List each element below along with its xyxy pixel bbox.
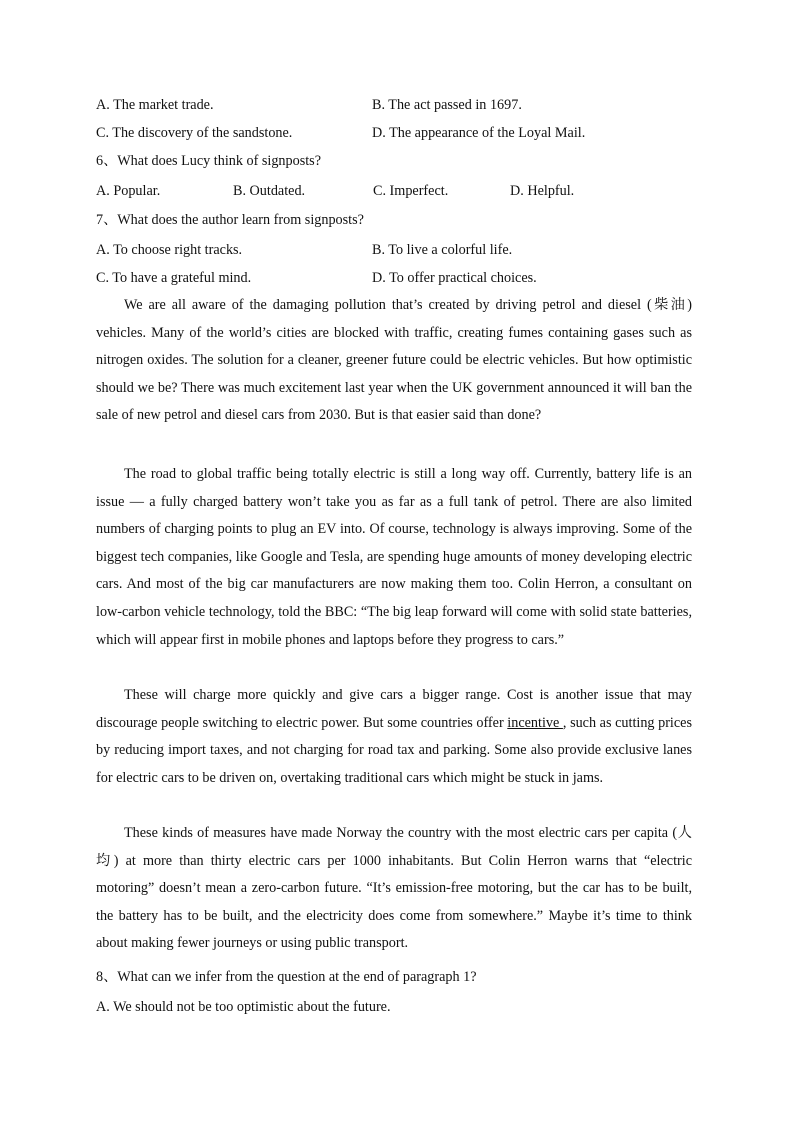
- q7-option-c: C. To have a grateful mind.: [96, 270, 252, 286]
- q7-option-d: D. To offer practical choices.: [372, 270, 537, 286]
- q5-option-d: D. The appearance of the Loyal Mail.: [372, 125, 586, 141]
- q6-option-c: C. Imperfect.: [373, 183, 449, 199]
- q5-option-b: B. The act passed in 1697.: [372, 97, 522, 113]
- passage-paragraph-3: [96, 682, 692, 792]
- q6-option-a: A. Popular.: [96, 183, 161, 199]
- question-5-options-row-1: [96, 95, 692, 115]
- q5-option-c: C. The discovery of the sandstone.: [96, 125, 293, 141]
- paragraph-3-text-before: These will charge more quickly and give cars a bigger range. Cost is another issue that may discourage people switching to electric power. But some countries offer: [96, 687, 692, 731]
- question-7-options-row-1: [96, 240, 692, 260]
- q6-option-d: D. Helpful.: [510, 183, 575, 199]
- question-7-options-row-2: [96, 268, 692, 288]
- q8-option-a: A. We should not be too optimistic about the future.: [96, 999, 391, 1015]
- question-6-options-row: [96, 181, 692, 201]
- passage-paragraph-2: The road to global traffic being totally electric is still a long way off. Currently, battery life is an issue — a fully charged battery won’t take you as far as a full tank of petrol. There are also limited numbers of charging points to plug an EV into. Of course, technology is always improving. Some of the biggest tech companies, like Google and Tesla, are spending huge amounts of money developing electric cars. And most of the big car manufacturers are now making them too. Colin Herron, a consultant on low-carbon vehicle technology, told the BBC: “The big leap forward will come with solid state batteries, which will appear first in mobile phones and laptops before they progress to cars.”: [96, 466, 692, 648]
- underlined-word-incentive: incentive: [507, 714, 563, 731]
- question-6-stem: 6、What does Lucy think of signposts?: [96, 153, 321, 169]
- passage-paragraph-4: These kinds of measures have made Norway the country with the most electric cars per capita (人均) at more than thirty electric cars per 1000 inhabitants. But Colin Herron warns that “electric motoring” doesn’t mean a zero-carbon future. “It’s emission-free motoring, but the car has to be built, the battery has to be built, and the electricity does come from somewhere.” Maybe it’s time to think about making fewer journeys or using public transport.: [96, 825, 692, 952]
- paragraph-3-text-after: , such as cutting prices by reducing import taxes, and not charging for road tax and parking. Some also provide exclusive lanes for electric cars to be driven on, overtaking traditional cars which might be stuck in jams.: [96, 714, 692, 786]
- q7-option-b: B. To live a colorful life.: [372, 242, 513, 258]
- passage-paragraph-1: We are all aware of the damaging pollution that’s created by driving petrol and diesel (柴油) vehicles. Many of the world’s cities are blocked with traffic, creating fumes containing gases such as nitrogen oxides. The solution for a cleaner, greener future could be electric vehicles. But how optimistic should we be? There was much excitement last year when the UK government announced it will ban the sale of new petrol and diesel cars from 2030. But is that easier said than done?: [96, 297, 692, 424]
- q6-option-b: B. Outdated.: [233, 183, 306, 199]
- question-8-stem: 8、What can we infer from the question at the end of paragraph 1?: [96, 969, 477, 985]
- q7-option-a: A. To choose right tracks.: [96, 242, 243, 258]
- question-7-stem: 7、What does the author learn from signposts?: [96, 212, 364, 228]
- question-5-options-row-2: [96, 123, 692, 143]
- q5-option-a: A. The market trade.: [96, 97, 214, 113]
